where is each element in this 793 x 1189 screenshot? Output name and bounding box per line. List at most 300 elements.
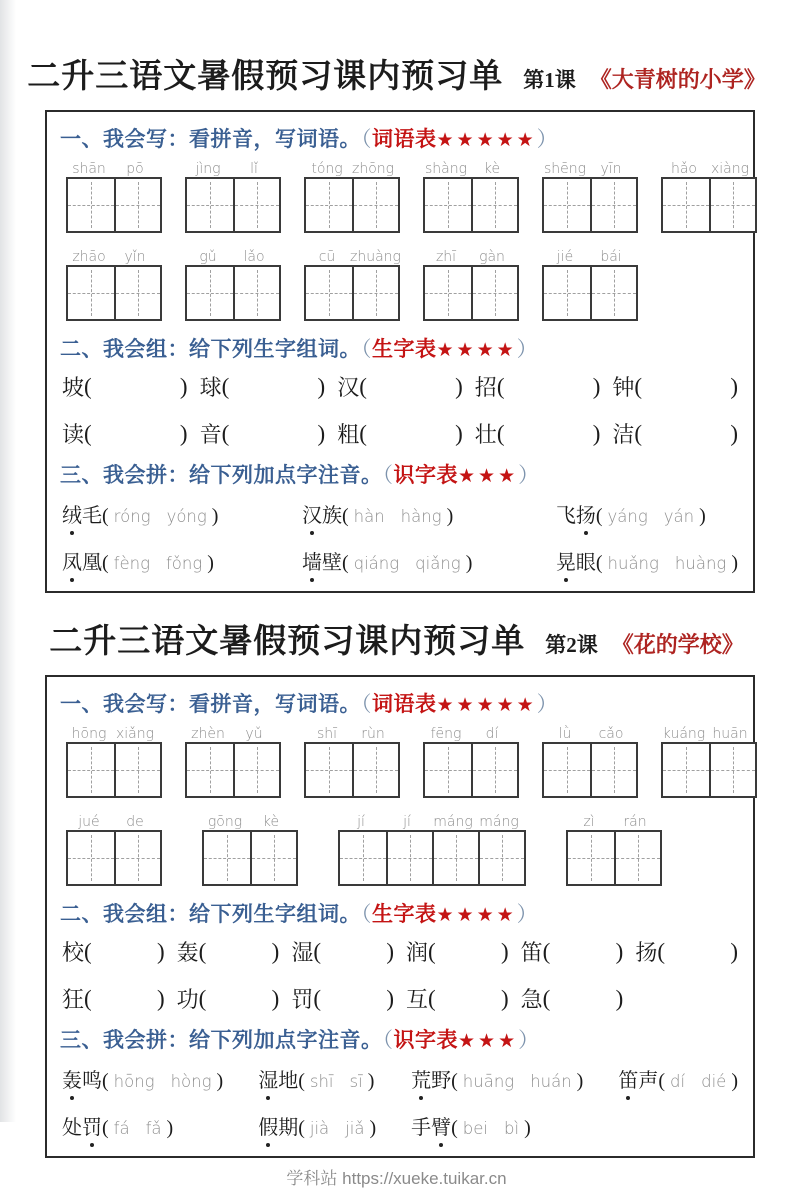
write-box: [66, 742, 162, 798]
pinyin-labels: [304, 722, 400, 742]
write-cell: [590, 744, 636, 796]
pinyin-label: zhèn: [191, 725, 225, 742]
write-cell: [68, 744, 114, 796]
worksheet-box: [45, 110, 755, 593]
hanzi-char: 野: [431, 1070, 452, 1092]
hanzi-char: 声: [638, 1070, 659, 1092]
pinyin-label: dí: [485, 725, 499, 742]
source-table-tag: 词语表: [372, 692, 437, 716]
hanzi-char: 笛: [520, 940, 543, 965]
paren-open-icon: (: [298, 1070, 305, 1092]
dotted-word: [302, 546, 342, 575]
word-building-item: [200, 418, 326, 449]
paren-close-icon: ）: [518, 1028, 540, 1052]
write-cell: [568, 832, 614, 884]
pinyin-labels: [661, 722, 757, 742]
difficulty-stars: ★★★★★: [436, 130, 537, 151]
paren-close-icon: ): [592, 420, 601, 446]
pinyin-labels: [66, 810, 162, 830]
word-building-item: [200, 371, 326, 402]
word-write-group: [66, 810, 162, 886]
dotted-word: [618, 1064, 658, 1093]
word-building-item: [521, 983, 624, 1014]
source-table-tag: 识字表: [393, 463, 458, 487]
hanzi-char: 飞: [555, 505, 576, 527]
word-building-item: [177, 936, 280, 967]
hanzi-char: 扬: [635, 940, 658, 965]
pinyin-option-1: hōng: [113, 1072, 155, 1091]
write-cell: [663, 744, 709, 796]
paren-close-icon: ): [455, 373, 463, 399]
hanzi-char: 凰: [82, 552, 102, 574]
write-cell: [352, 267, 398, 319]
write-box: [423, 177, 519, 233]
exercise3-header: [60, 1024, 740, 1054]
pinyin-labels: [423, 722, 519, 742]
paren-open-icon: (: [102, 505, 109, 527]
pinyin-label: huān: [712, 725, 748, 742]
lesson-block-2: [0, 615, 793, 1158]
word-building-item: [475, 371, 601, 402]
write-box: [423, 265, 519, 321]
paren-close-icon: ): [367, 1070, 375, 1092]
paren-close-icon: ): [156, 938, 165, 964]
word-building-item: [62, 418, 188, 449]
write-cell: [187, 744, 233, 796]
paren-open-icon: (: [84, 985, 92, 1011]
pinyin-label: lǎo: [243, 248, 265, 265]
pinyin-labels: [185, 722, 281, 742]
pinyin-labels: [423, 245, 519, 265]
write-cell: [425, 744, 471, 796]
word-write-group: [338, 810, 526, 886]
write-cell: [233, 179, 279, 231]
dotted-char: 罚: [82, 1111, 102, 1140]
word-write-group: [185, 157, 281, 233]
write-cell: [544, 267, 590, 319]
paren-open-icon: (: [428, 985, 436, 1011]
pinyin-label: shī: [316, 725, 338, 742]
paren-open-icon: (: [595, 505, 603, 527]
pinyin-label: shēng: [543, 160, 587, 177]
writing-row: [66, 157, 750, 233]
paren-close-icon: ): [386, 985, 394, 1011]
pinyin-option-1: jià: [309, 1119, 330, 1138]
pinyin-label: máng: [479, 813, 519, 830]
pinyin-choice-grid: [62, 499, 738, 575]
paren-close-icon: ): [179, 420, 188, 446]
paren-open-icon: (: [496, 373, 505, 399]
dotted-char: 凤: [62, 546, 82, 575]
paren-close-icon: ): [156, 985, 165, 1011]
pinyin-option-2: hòng: [170, 1072, 212, 1091]
paren-open-icon: (: [657, 938, 666, 964]
write-cell: [471, 267, 517, 319]
paren-open-icon: (: [341, 552, 349, 574]
write-cell: [306, 744, 352, 796]
write-box: [66, 265, 162, 321]
word-write-group: [423, 157, 519, 233]
paren-open-icon: (: [542, 985, 551, 1011]
paren-open-icon: (: [198, 985, 207, 1011]
pinyin-option-2: hàng: [400, 507, 442, 526]
pinyin-label: cǎo: [598, 725, 624, 742]
pinyin-choice-item: [411, 1064, 583, 1093]
write-cell: [340, 832, 386, 884]
write-cell: [590, 267, 636, 319]
pinyin-label: xiàng: [710, 160, 750, 177]
hanzi-char: 族: [321, 505, 342, 527]
write-cell: [187, 267, 233, 319]
pinyin-choice-item: [258, 1111, 376, 1140]
dotted-char: 绒: [62, 499, 82, 528]
paren-close-icon: ): [166, 1117, 174, 1139]
paren-open-icon: （: [361, 692, 372, 716]
hanzi-char: 壁: [321, 552, 342, 574]
pinyin-option-1: huāng: [462, 1072, 515, 1091]
pinyin-label: kè: [483, 160, 501, 177]
write-box: [423, 742, 519, 798]
write-cell: [352, 744, 398, 796]
paren-open-icon: (: [341, 505, 349, 527]
write-box: [185, 742, 281, 798]
pinyin-choice-item: [556, 499, 738, 528]
source-table-tag: 生字表: [372, 337, 437, 361]
difficulty-stars: ★★★: [458, 466, 519, 487]
lesson-number: 第2课: [545, 633, 598, 657]
exercise-instruction: 三、我会拼：给下列加点字注音。: [60, 463, 383, 487]
word-write-group: [66, 722, 162, 798]
pinyin-option-1: fèng: [113, 554, 150, 573]
write-cell: [306, 179, 352, 231]
paren-open-icon: （: [361, 902, 372, 926]
writing-row: [66, 810, 740, 886]
word-building-item: [291, 983, 394, 1014]
source-table-tag: 生字表: [372, 902, 437, 926]
hanzi-char: 音: [199, 422, 222, 447]
lesson-number: 第1课: [523, 68, 576, 92]
paren-open-icon: (: [198, 938, 207, 964]
word-building-item: [62, 983, 165, 1014]
paren-open-icon: (: [451, 1117, 458, 1139]
pinyin-option-1: shī: [309, 1072, 334, 1091]
paren-open-icon: (: [542, 938, 551, 964]
write-box: [202, 830, 298, 886]
pinyin-choice-grid: [62, 1064, 738, 1140]
paren-open-icon: (: [221, 420, 230, 446]
paren-close-icon: ): [446, 505, 454, 527]
paren-open-icon: （: [361, 127, 372, 151]
exercise-instruction: 三、我会拼：给下列加点字注音。: [60, 1028, 383, 1052]
hanzi-char: 互: [405, 987, 428, 1012]
paren-close-icon: ): [317, 373, 326, 399]
hanzi-char: 校: [62, 940, 85, 965]
write-cell: [114, 832, 160, 884]
dotted-word: [556, 546, 596, 575]
dotted-word: [258, 1064, 298, 1093]
write-cell: [425, 267, 471, 319]
pinyin-option-2: huán: [530, 1072, 572, 1091]
pinyin-label: xiǎng: [115, 725, 155, 742]
pinyin-label: bái: [600, 248, 622, 265]
pinyin-choice-item: [556, 546, 738, 575]
pinyin-choice-item: [62, 499, 218, 528]
pinyin-labels: [185, 157, 281, 177]
write-cell: [306, 267, 352, 319]
pinyin-option-1: huǎng: [607, 554, 659, 573]
paren-open-icon: (: [102, 1117, 109, 1139]
paren-open-icon: (: [428, 938, 436, 964]
source-table-tag: 识字表: [393, 1028, 458, 1052]
pinyin-labels: [338, 810, 526, 830]
pinyin-label: yǔ: [245, 725, 263, 742]
paren-open-icon: (: [221, 373, 230, 399]
hanzi-char: 粗: [337, 422, 360, 447]
paren-close-icon: ): [730, 420, 738, 446]
pinyin-choice-item: [302, 546, 472, 575]
difficulty-stars: ★★★★★: [436, 695, 537, 716]
paren-close-icon: ): [500, 985, 509, 1011]
pinyin-label: jué: [78, 813, 100, 830]
source-table-tag: 词语表: [372, 127, 437, 151]
paren-open-icon: （: [361, 337, 372, 361]
word-building-item: [475, 418, 601, 449]
pinyin-option-2: fǒng: [166, 554, 203, 573]
pinyin-label: pō: [126, 160, 144, 177]
word-building-grid: [62, 936, 738, 1014]
word-write-group: [304, 722, 400, 798]
word-building-item: [337, 371, 463, 402]
paren-open-icon: (: [658, 1070, 666, 1092]
paren-close-icon: ）: [536, 127, 559, 151]
paren-open-icon: (: [634, 373, 643, 399]
pinyin-label: jí: [357, 813, 365, 830]
write-box: [66, 830, 162, 886]
word-building-item: [62, 371, 188, 402]
paren-close-icon: ）: [516, 902, 539, 926]
hanzi-char: 洁: [612, 422, 635, 447]
pinyin-label: jí: [403, 813, 411, 830]
pinyin-label: gōng: [207, 813, 243, 830]
pinyin-label: kuáng: [662, 725, 706, 742]
hanzi-char: 鸣: [82, 1070, 102, 1092]
write-box: [542, 265, 638, 321]
write-cell: [709, 179, 755, 231]
word-write-group: [661, 157, 757, 233]
lesson-block-1: [0, 50, 793, 593]
pinyin-label: shàng: [424, 160, 468, 177]
lesson-title-row: [0, 615, 793, 662]
hanzi-char: 手: [411, 1117, 432, 1139]
write-cell: [68, 832, 114, 884]
pinyin-labels: [202, 810, 298, 830]
write-cell: [544, 744, 590, 796]
write-box: [304, 265, 400, 321]
hanzi-char: 罚: [291, 987, 314, 1012]
paren-open-icon: (: [84, 938, 92, 964]
sheet-title: 二升三语文暑假预习课内预习单: [49, 624, 526, 660]
write-cell: [114, 744, 160, 796]
pinyin-label: jìng: [195, 160, 221, 177]
paren-close-icon: ): [731, 552, 738, 574]
pinyin-option-2: yán: [663, 507, 695, 526]
pinyin-labels: [304, 157, 400, 177]
write-cell: [68, 179, 114, 231]
write-cell: [233, 744, 279, 796]
pinyin-option-2: dié: [701, 1072, 727, 1091]
paren-close-icon: ): [271, 985, 280, 1011]
pinyin-labels: [66, 722, 162, 742]
pinyin-label: shān: [72, 160, 106, 177]
paren-close-icon: ): [216, 1070, 224, 1092]
paren-close-icon: ）: [518, 463, 540, 487]
paren-open-icon: (: [313, 985, 322, 1011]
pinyin-label: de: [126, 813, 144, 830]
pinyin-option-1: fá: [113, 1119, 130, 1138]
hanzi-char: 期: [278, 1117, 299, 1139]
hanzi-char: 招: [474, 375, 497, 400]
hanzi-char: 读: [62, 422, 85, 447]
pinyin-choice-item: [62, 546, 218, 575]
write-cell: [233, 267, 279, 319]
write-box: [304, 177, 400, 233]
hanzi-char: 汉: [337, 375, 360, 400]
paren-close-icon: ): [369, 1117, 377, 1139]
hanzi-char: 急: [520, 987, 543, 1012]
paren-close-icon: ): [317, 420, 326, 446]
paren-open-icon: (: [313, 938, 322, 964]
write-box: [338, 830, 526, 886]
hanzi-char: 轰: [176, 940, 199, 965]
word-building-item: [291, 936, 394, 967]
paren-close-icon: ): [455, 420, 463, 446]
pinyin-label: zì: [583, 813, 595, 830]
hanzi-char: 润: [405, 940, 428, 965]
pinyin-labels: [542, 722, 638, 742]
pinyin-label: jié: [556, 248, 574, 265]
pinyin-labels: [185, 245, 281, 265]
dotted-word: [302, 499, 342, 528]
pinyin-labels: [542, 245, 638, 265]
hanzi-char: 狂: [62, 987, 85, 1012]
dotted-char: 晃: [556, 546, 576, 575]
pinyin-label: máng: [433, 813, 473, 830]
hanzi-char: 毛: [82, 505, 102, 527]
word-write-group: [423, 722, 519, 798]
pinyin-labels: [304, 245, 400, 265]
dotted-word: [62, 1111, 102, 1140]
pinyin-option-2: bì: [504, 1119, 520, 1138]
dotted-char: 臂: [431, 1111, 451, 1140]
write-cell: [663, 179, 709, 231]
pinyin-option-2: qiǎng: [415, 554, 461, 573]
writing-row: [66, 722, 748, 798]
pinyin-choice-item: [258, 1064, 376, 1093]
pinyin-option-1: dí: [670, 1072, 686, 1091]
paren-close-icon: ): [271, 938, 280, 964]
difficulty-stars: ★★★: [458, 1031, 519, 1052]
pinyin-label: hǎo: [670, 160, 698, 177]
paren-close-icon: ): [211, 505, 219, 527]
pinyin-labels: [66, 157, 162, 177]
dotted-char: 汉: [302, 499, 322, 528]
hanzi-char: 处: [62, 1117, 82, 1139]
exercise1-header: [60, 688, 740, 718]
word-write-group: [423, 245, 519, 321]
hanzi-char: 壮: [474, 422, 497, 447]
exercise2-header: [60, 898, 740, 928]
dotted-word: [411, 1111, 451, 1140]
exercise1-header: [60, 123, 740, 153]
write-cell: [425, 179, 471, 231]
pinyin-option-2: fǎ: [145, 1119, 162, 1138]
paren-close-icon: ): [730, 373, 738, 399]
exercise-instruction: 二、我会组：给下列生字组词。: [60, 337, 361, 361]
sheet-title: 二升三语文暑假预习课内预习单: [27, 59, 504, 95]
word-building-item: [177, 983, 280, 1014]
write-cell: [590, 179, 636, 231]
word-write-group: [66, 245, 162, 321]
write-box: [542, 742, 638, 798]
pinyin-label: lǜ: [558, 725, 572, 742]
paren-close-icon: ): [615, 985, 624, 1011]
pinyin-option-2: yóng: [166, 507, 207, 526]
write-cell: [478, 832, 524, 884]
paren-close-icon: ): [699, 505, 706, 527]
exercise-instruction: 二、我会组：给下列生字组词。: [60, 902, 361, 926]
paren-open-icon: (: [496, 420, 505, 446]
paren-close-icon: ): [615, 938, 624, 964]
write-cell: [114, 267, 160, 319]
dotted-char: 荒: [411, 1064, 431, 1093]
paren-open-icon: (: [84, 373, 92, 399]
pinyin-option-1: yáng: [607, 507, 648, 526]
paren-open-icon: (: [634, 420, 643, 446]
exercise-instruction: 一、我会写：看拼音，写词语。: [60, 127, 361, 151]
paren-open-icon: (: [102, 552, 109, 574]
write-cell: [352, 179, 398, 231]
write-cell: [187, 179, 233, 231]
dotted-char: 湿: [258, 1064, 278, 1093]
word-write-group: [202, 810, 298, 886]
word-building-item: [635, 936, 738, 967]
worksheet-box: [45, 675, 755, 1158]
write-box: [566, 830, 662, 886]
paren-close-icon: ): [179, 373, 188, 399]
write-cell: [471, 744, 517, 796]
word-building-item: [612, 418, 738, 449]
paren-close-icon: ): [730, 938, 738, 964]
write-box: [185, 177, 281, 233]
pinyin-label: lǐ: [250, 160, 258, 177]
pinyin-option-2: huàng: [674, 554, 727, 573]
dotted-char: 轰: [62, 1064, 82, 1093]
write-cell: [114, 179, 160, 231]
write-cell: [471, 179, 517, 231]
word-write-group: [566, 810, 662, 886]
paren-open-icon: (: [595, 552, 603, 574]
paren-close-icon: ）: [516, 337, 539, 361]
dotted-word: [258, 1111, 298, 1140]
word-write-group: [185, 722, 281, 798]
paren-open-icon: （: [382, 1028, 394, 1052]
pinyin-labels: [661, 157, 757, 177]
pinyin-label: yǐn: [124, 248, 146, 265]
lesson-book-title: 《大青树的小学》: [589, 67, 766, 92]
word-building-grid: [62, 371, 738, 449]
word-building-item: [337, 418, 463, 449]
word-write-group: [542, 722, 638, 798]
